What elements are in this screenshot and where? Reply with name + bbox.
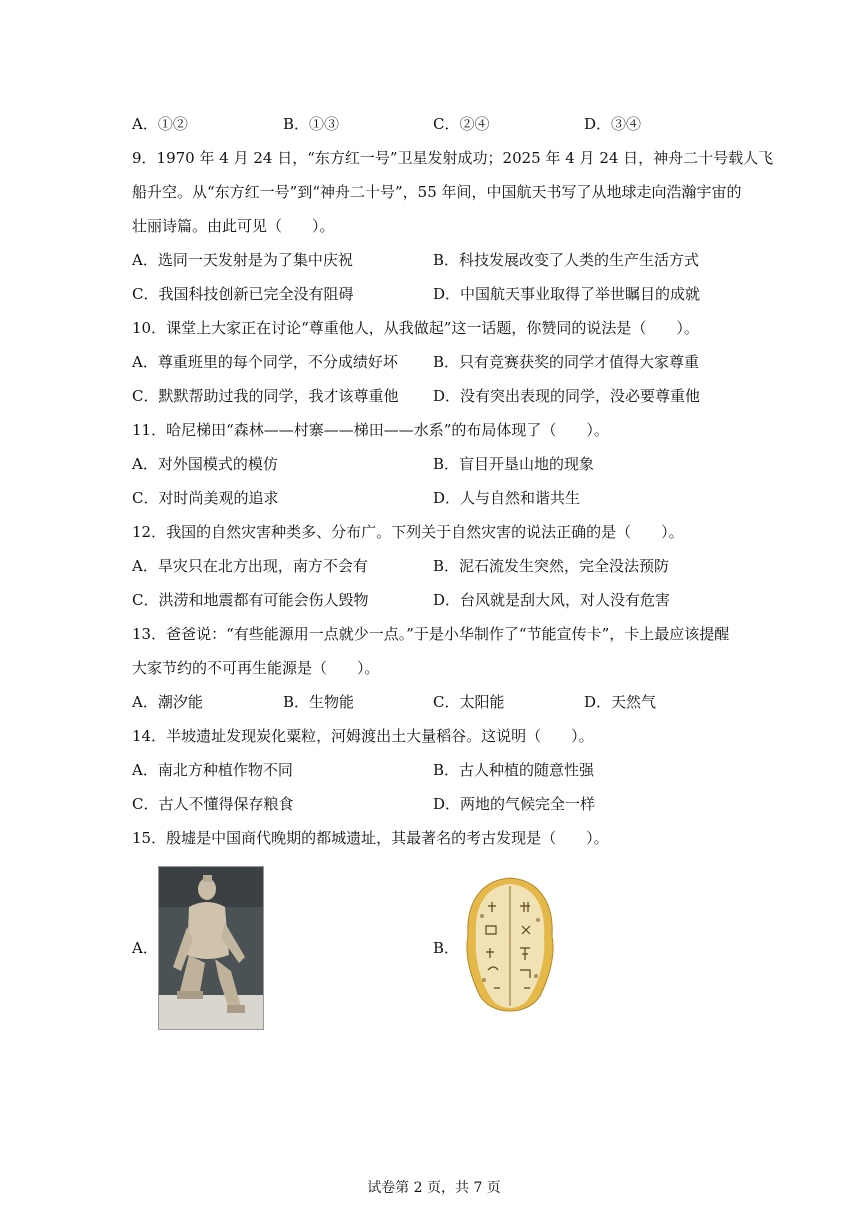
q8-option-d: D．③④ <box>584 115 642 133</box>
q11-option-a: A．对外国模式的模仿 <box>132 455 278 473</box>
q12-option-c: C．洪涝和地震都有可能会伤人毁物 <box>132 591 369 609</box>
q9-option-d: D．中国航天事业取得了举世瞩目的成就 <box>433 285 701 303</box>
q13-stem-line-1: 13．爸爸说：“有些能源用一点就少一点。”于是小华制作了“节能宣传卡”，卡上最应该提醒 <box>132 625 730 643</box>
q12-option-d: D．台风就是刮大风，对人没有危害 <box>433 591 671 609</box>
q8-option-a: A．①② <box>132 115 188 133</box>
q14-option-c: C．古人不懂得保存粮食 <box>132 795 294 813</box>
q9-stem-line-3: 壮丽诗篇。由此可见（ ）。 <box>132 217 335 235</box>
q11-stem: 11．哈尼梯田“森林——村寨——梯田——水系”的布局体现了（ ）。 <box>132 421 609 439</box>
q14-option-a: A．南北方种植作物不同 <box>132 761 293 779</box>
q9-option-b: B．科技发展改变了人类的生产生活方式 <box>433 251 700 269</box>
q10-option-b: B．只有竞赛获奖的同学才值得大家尊重 <box>433 353 700 371</box>
q13-option-d: D．天然气 <box>584 693 657 711</box>
terracotta-warrior-image <box>158 866 264 1030</box>
q14-stem: 14．半坡遗址发现炭化粟粒，河姆渡出土大量稻谷。这说明（ ）。 <box>132 727 594 745</box>
q12-option-b: B．泥石流发生突然，完全没法预防 <box>433 557 670 575</box>
q14-option-b: B．古人种植的随意性强 <box>433 761 595 779</box>
q13-option-c: C．太阳能 <box>433 693 505 711</box>
q14-option-d: D．两地的气候完全一样 <box>433 795 596 813</box>
q10-option-d: D．没有突出表现的同学，没必要尊重他 <box>433 387 701 405</box>
q12-stem: 12．我国的自然灾害种类多、分布广。下列关于自然灾害的说法正确的是（ ）。 <box>132 523 684 541</box>
q10-stem: 10．课堂上大家正在讨论“尊重他人，从我做起”这一话题，你赞同的说法是（ ）。 <box>132 319 699 337</box>
q9-option-c: C．我国科技创新已完全没有阻碍 <box>132 285 354 303</box>
q9-stem-line-1: 9．1970 年 4 月 24 日，“东方红一号”卫星发射成功；2025 年 4 月 24 日，神舟二十号载人飞 <box>132 149 774 167</box>
q12-option-a: A．旱灾只在北方出现，南方不会有 <box>132 557 368 575</box>
q8-option-c: C．②④ <box>433 115 490 133</box>
q10-option-a: A．尊重班里的每个同学，不分成绩好坏 <box>132 353 398 371</box>
q9-option-a: A．选同一天发射是为了集中庆祝 <box>132 251 353 269</box>
q9-stem-line-2: 船升空。从“东方红一号”到“神舟二十号”，55 年间，中国航天书写了从地球走向浩瀚宇宙的 <box>132 183 742 201</box>
q15-option-b-label: B． <box>433 939 460 957</box>
q10-option-c: C．默默帮助过我的同学，我才该尊重他 <box>132 387 399 405</box>
oracle-bone-image <box>462 876 558 1020</box>
q8-option-b: B．①③ <box>283 115 340 133</box>
q11-option-c: C．对时尚美观的追求 <box>132 489 279 507</box>
q13-stem-line-2: 大家节约的不可再生能源是（ ）。 <box>132 659 380 677</box>
q11-option-d: D．人与自然和谐共生 <box>433 489 581 507</box>
q13-option-a: A．潮汐能 <box>132 693 203 711</box>
q15-option-a-label: A． <box>132 939 158 957</box>
q15-stem: 15．殷墟是中国商代晚期的都城遗址，其最著名的考古发现是（ ）。 <box>132 829 609 847</box>
q13-option-b: B．生物能 <box>283 693 355 711</box>
page-footer: 试卷第 2 页，共 7 页 <box>367 1180 501 1196</box>
q11-option-b: B．盲目开垦山地的现象 <box>433 455 595 473</box>
